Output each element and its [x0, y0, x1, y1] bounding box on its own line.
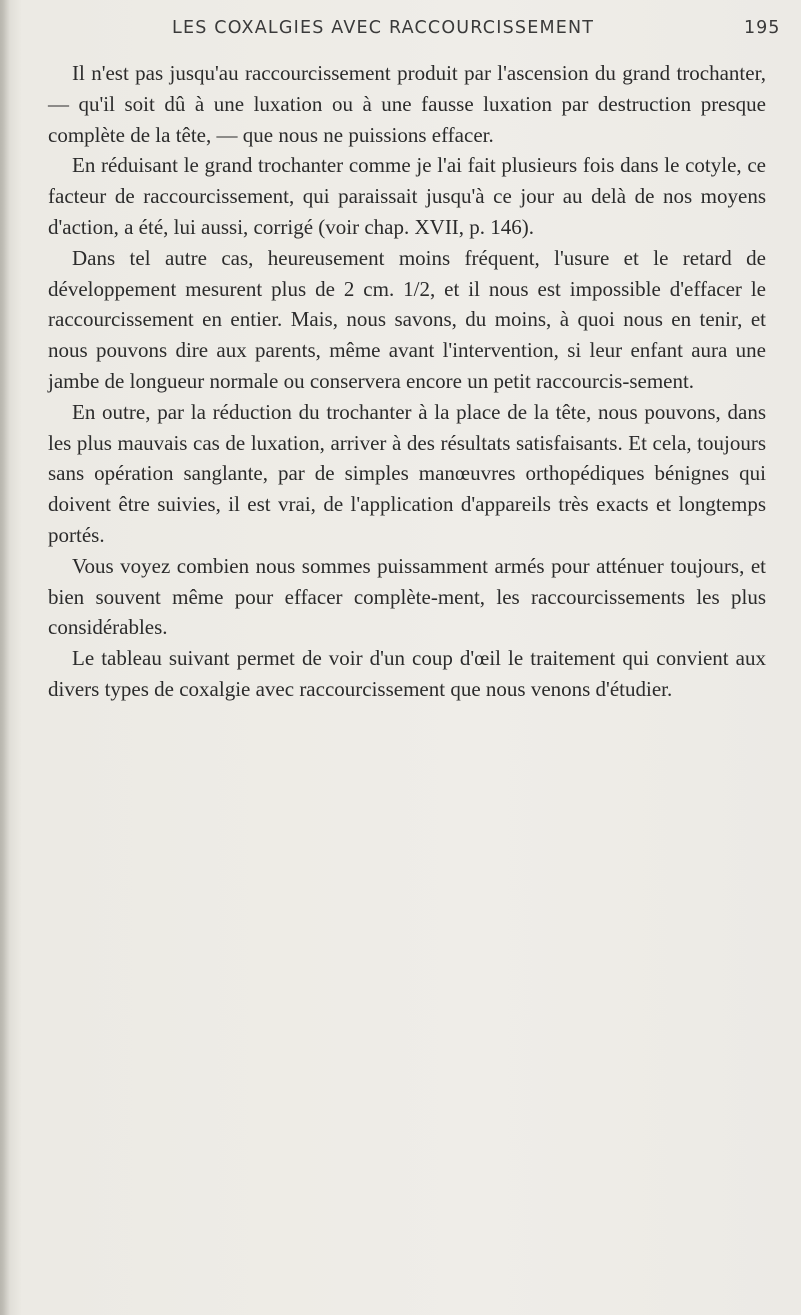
paragraph: En outre, par la réduction du trochanter à la place de la tête, nous pouvons, dans les plus mauvais cas de luxation, arriver à des résultats satisfaisants. Et cela, toujours sans opération sanglante, par de simples manœuvres orthopédiques bénignes qui doivent être suivies, il est vrai, de l'application d'appareils très exacts et longtemps portés.	[48, 399, 766, 547]
running-title: LES COXALGIES AVEC RACCOURCISSEMENT	[172, 18, 595, 38]
running-header	[0, 18, 801, 46]
paragraph: Le tableau suivant permet de voir d'un coup d'œil le traitement qui convient aux divers types de coxalgie avec raccourcissement que nous venons d'étudier.	[48, 646, 766, 701]
body-text	[48, 58, 766, 705]
paragraph: En réduisant le grand trochanter comme je l'ai fait plusieurs fois dans le cotyle, ce facteur de raccourcissement, qui paraissait jusqu'à ce jour au delà de nos moyens d'action, a été, lui aussi, corrigé (voir chap. XVII, p. 146).	[48, 153, 766, 239]
paragraph: Dans tel autre cas, heureusement moins fréquent, l'usure et le retard de développement mesurent plus de 2 cm. 1/2, et il nous est impossible d'effacer le raccourcissement en entier. Mais, nous savons, du moins, à quoi nous en tenir, et nous pouvons dire aux parents, même avant l'intervention, si leur enfant aura une jambe de longueur normale ou conservera encore un petit raccourcis-sement.	[48, 245, 766, 393]
page-gutter-shadow	[0, 0, 10, 1315]
paragraph: Vous voyez combien nous sommes puissamment armés pour atténuer toujours, et bien souvent même pour effacer complète-ment, les raccourcissements les plus considérables.	[48, 553, 766, 640]
paragraph: Il n'est pas jusqu'au raccourcissement produit par l'ascension du grand trochanter, — qu'il soit dû à une luxation ou à une fausse luxation par destruction presque complète de la tête, — que nous ne puissions effacer.	[48, 61, 766, 147]
page-number: 195	[744, 18, 781, 38]
